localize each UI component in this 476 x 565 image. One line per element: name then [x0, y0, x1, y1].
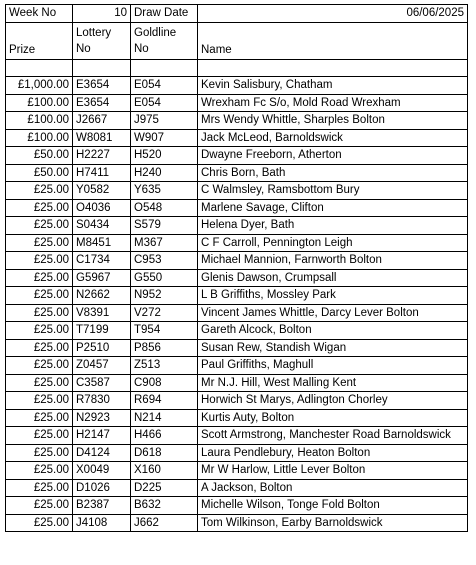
- table-row: [6, 339, 468, 357]
- prize-cell: £25.00: [6, 252, 73, 270]
- winner-name-cell: Michelle Wilson, Tonge Fold Bolton: [198, 497, 468, 515]
- prize-cell: £25.00: [6, 462, 73, 480]
- table-row: [6, 514, 468, 532]
- winner-name-cell: Dwayne Freeborn, Atherton: [198, 147, 468, 165]
- prize-cell: £25.00: [6, 304, 73, 322]
- lottery-number-cell: P2510: [73, 339, 131, 357]
- prize-cell: £25.00: [6, 357, 73, 375]
- winner-name-cell: Helena Dyer, Bath: [198, 217, 468, 235]
- goldline-number-cell: J975: [131, 112, 198, 130]
- winner-name-cell: Tom Wilkinson, Earby Barnoldswick: [198, 514, 468, 532]
- blank-cell: [131, 59, 198, 77]
- lottery-number-cell: X0049: [73, 462, 131, 480]
- table-row: [6, 497, 468, 515]
- blank-cell: [6, 59, 73, 77]
- winner-name-cell: Mrs Wendy Whittle, Sharples Bolton: [198, 112, 468, 130]
- prize-cell: £1,000.00: [6, 77, 73, 95]
- goldline-header-line2: No: [134, 42, 149, 55]
- goldline-number-cell: M367: [131, 234, 198, 252]
- blank-cell: [73, 59, 131, 77]
- prize-cell: £25.00: [6, 514, 73, 532]
- goldline-number-cell: D225: [131, 479, 198, 497]
- lottery-number-cell: Z0457: [73, 357, 131, 375]
- prize-cell: £50.00: [6, 164, 73, 182]
- table-row: [6, 164, 468, 182]
- goldline-number-cell: J662: [131, 514, 198, 532]
- winner-name-cell: Wrexham Fc S/o, Mold Road Wrexham: [198, 94, 468, 112]
- winner-name-cell: Susan Rew, Standish Wigan: [198, 339, 468, 357]
- lottery-number-cell: J4108: [73, 514, 131, 532]
- prize-cell: £25.00: [6, 269, 73, 287]
- goldline-column-header: [131, 22, 198, 59]
- goldline-number-cell: B632: [131, 497, 198, 515]
- goldline-number-cell: R694: [131, 392, 198, 410]
- prize-cell: £50.00: [6, 147, 73, 165]
- lottery-number-cell: D1026: [73, 479, 131, 497]
- winner-name-cell: L B Griffiths, Mossley Park: [198, 287, 468, 305]
- winner-name-cell: Marlene Savage, Clifton: [198, 199, 468, 217]
- goldline-number-cell: N952: [131, 287, 198, 305]
- table-row: [6, 409, 468, 427]
- week-label: Week No: [6, 5, 73, 23]
- draw-date-value: 06/06/2025: [198, 5, 468, 23]
- goldline-number-cell: G550: [131, 269, 198, 287]
- winner-name-cell: Mr N.J. Hill, West Malling Kent: [198, 374, 468, 392]
- prize-cell: £25.00: [6, 182, 73, 200]
- winner-name-cell: Paul Griffiths, Maghull: [198, 357, 468, 375]
- table-row: [6, 287, 468, 305]
- prize-cell: £25.00: [6, 374, 73, 392]
- lottery-number-cell: M8451: [73, 234, 131, 252]
- winner-name-cell: Chris Born, Bath: [198, 164, 468, 182]
- header-row: [6, 5, 468, 23]
- goldline-number-cell: H520: [131, 147, 198, 165]
- goldline-number-cell: T954: [131, 322, 198, 340]
- prize-cell: £25.00: [6, 339, 73, 357]
- winner-name-cell: Gareth Alcock, Bolton: [198, 322, 468, 340]
- table-row: [6, 269, 468, 287]
- table-row: [6, 77, 468, 95]
- winner-name-cell: Scott Armstrong, Manchester Road Barnoldswick: [198, 427, 468, 445]
- lottery-number-cell: B2387: [73, 497, 131, 515]
- lottery-number-cell: D4124: [73, 444, 131, 462]
- prize-cell: £25.00: [6, 287, 73, 305]
- table-row: [6, 427, 468, 445]
- goldline-number-cell: N214: [131, 409, 198, 427]
- table-row: [6, 357, 468, 375]
- table-row: [6, 94, 468, 112]
- goldline-header-line1: Goldline: [134, 26, 177, 39]
- goldline-number-cell: W907: [131, 129, 198, 147]
- column-header-row: [6, 22, 468, 59]
- goldline-number-cell: E054: [131, 94, 198, 112]
- goldline-number-cell: C908: [131, 374, 198, 392]
- winner-name-cell: Mr W Harlow, Little Lever Bolton: [198, 462, 468, 480]
- winner-name-cell: C Walmsley, Ramsbottom Bury: [198, 182, 468, 200]
- prize-cell: £25.00: [6, 392, 73, 410]
- lottery-header-line2: No: [76, 42, 91, 55]
- lottery-number-cell: V8391: [73, 304, 131, 322]
- name-column-header: Name: [198, 22, 468, 59]
- prize-column-header: Prize: [6, 22, 73, 59]
- lottery-number-cell: N2923: [73, 409, 131, 427]
- goldline-number-cell: Y635: [131, 182, 198, 200]
- table-row: [6, 112, 468, 130]
- lottery-number-cell: E3654: [73, 94, 131, 112]
- goldline-number-cell: O548: [131, 199, 198, 217]
- lottery-number-cell: J2667: [73, 112, 131, 130]
- table-row: [6, 129, 468, 147]
- table-row: [6, 392, 468, 410]
- lottery-number-cell: Y0582: [73, 182, 131, 200]
- winner-name-cell: Vincent James Whittle, Darcy Lever Bolton: [198, 304, 468, 322]
- prize-cell: £25.00: [6, 199, 73, 217]
- table-row: [6, 234, 468, 252]
- table-row: [6, 462, 468, 480]
- draw-date-label: Draw Date: [131, 5, 198, 23]
- goldline-number-cell: V272: [131, 304, 198, 322]
- lottery-number-cell: W8081: [73, 129, 131, 147]
- table-row: [6, 217, 468, 235]
- winner-name-cell: Jack McLeod, Barnoldswick: [198, 129, 468, 147]
- lottery-number-cell: E3654: [73, 77, 131, 95]
- week-number: 10: [73, 5, 131, 23]
- winner-name-cell: Kevin Salisbury, Chatham: [198, 77, 468, 95]
- lottery-number-cell: C3587: [73, 374, 131, 392]
- winner-name-cell: Kurtis Auty, Bolton: [198, 409, 468, 427]
- prize-cell: £100.00: [6, 112, 73, 130]
- prize-cell: £25.00: [6, 427, 73, 445]
- lottery-number-cell: H2227: [73, 147, 131, 165]
- table-row: [6, 322, 468, 340]
- winner-name-cell: Laura Pendlebury, Heaton Bolton: [198, 444, 468, 462]
- table-row: [6, 304, 468, 322]
- winners-table: [5, 4, 468, 532]
- winner-name-cell: Horwich St Marys, Adlington Chorley: [198, 392, 468, 410]
- lottery-number-cell: H7411: [73, 164, 131, 182]
- prize-cell: £25.00: [6, 444, 73, 462]
- goldline-number-cell: X160: [131, 462, 198, 480]
- prize-cell: £100.00: [6, 129, 73, 147]
- blank-row: [6, 59, 468, 77]
- goldline-number-cell: H466: [131, 427, 198, 445]
- lottery-number-cell: O4036: [73, 199, 131, 217]
- goldline-number-cell: E054: [131, 77, 198, 95]
- table-row: [6, 252, 468, 270]
- prize-cell: £25.00: [6, 217, 73, 235]
- goldline-number-cell: S579: [131, 217, 198, 235]
- table-row: [6, 479, 468, 497]
- lottery-number-cell: T7199: [73, 322, 131, 340]
- winner-name-cell: Michael Mannion, Farnworth Bolton: [198, 252, 468, 270]
- goldline-number-cell: D618: [131, 444, 198, 462]
- table-row: [6, 444, 468, 462]
- prize-cell: £100.00: [6, 94, 73, 112]
- goldline-number-cell: C953: [131, 252, 198, 270]
- lottery-number-cell: H2147: [73, 427, 131, 445]
- table-row: [6, 374, 468, 392]
- goldline-number-cell: Z513: [131, 357, 198, 375]
- winner-name-cell: A Jackson, Bolton: [198, 479, 468, 497]
- lottery-number-cell: G5967: [73, 269, 131, 287]
- goldline-number-cell: H240: [131, 164, 198, 182]
- lottery-header-line1: Lottery: [76, 26, 112, 39]
- prize-cell: £25.00: [6, 322, 73, 340]
- prize-cell: £25.00: [6, 234, 73, 252]
- lottery-number-cell: N2662: [73, 287, 131, 305]
- prize-cell: £25.00: [6, 497, 73, 515]
- table-row: [6, 199, 468, 217]
- table-row: [6, 147, 468, 165]
- prize-cell: £25.00: [6, 479, 73, 497]
- winner-name-cell: Glenis Dawson, Crumpsall: [198, 269, 468, 287]
- lottery-number-cell: C1734: [73, 252, 131, 270]
- blank-cell: [198, 59, 468, 77]
- prize-cell: £25.00: [6, 409, 73, 427]
- winner-name-cell: C F Carroll, Pennington Leigh: [198, 234, 468, 252]
- goldline-number-cell: P856: [131, 339, 198, 357]
- lottery-number-cell: S0434: [73, 217, 131, 235]
- lottery-column-header: [73, 22, 131, 59]
- lottery-number-cell: R7830: [73, 392, 131, 410]
- table-row: [6, 182, 468, 200]
